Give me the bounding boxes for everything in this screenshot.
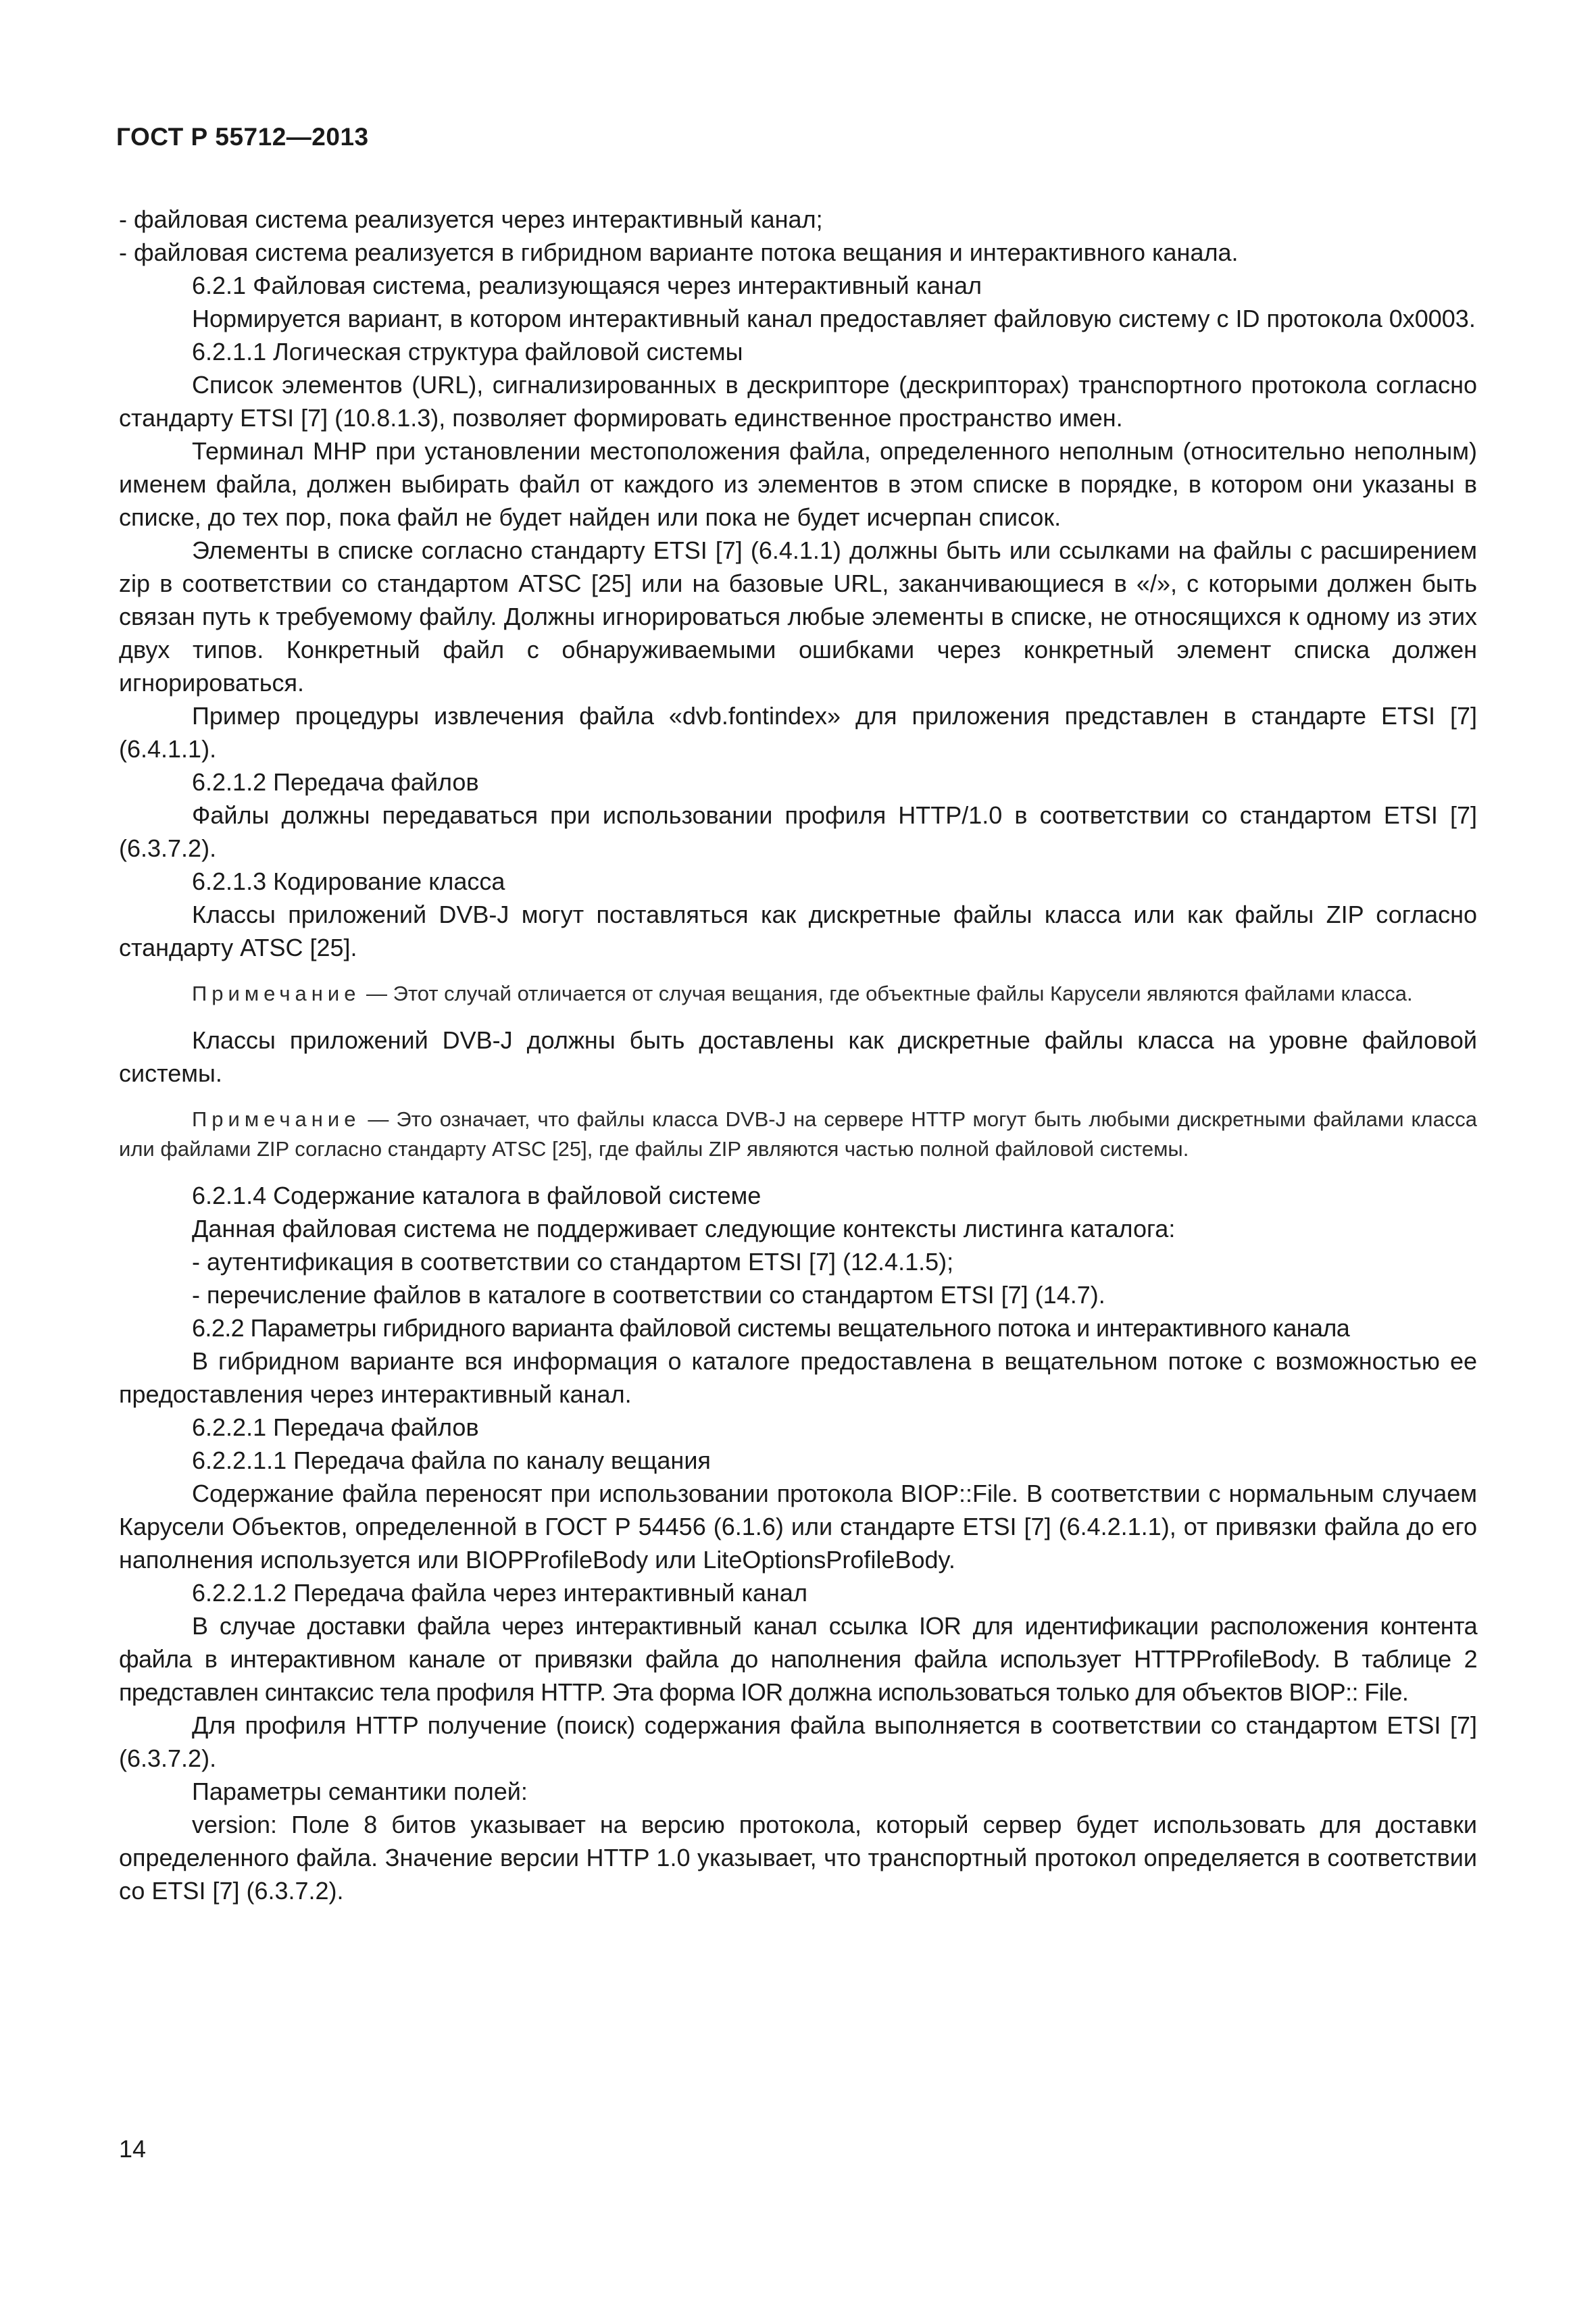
note-text: — Этот случай отличается от случая вещания, где объектные файлы Карусели являются файлами класса. [360,982,1413,1005]
paragraph: Данная файловая система не поддерживает следующие контексты листинга каталога: [192,1215,1176,1242]
paragraph: Для профиля HTTP получение (поиск) содержания файла выполняется в соответствии со стандартом ETSI [7] (6.3.7.2). [119,1711,1477,1772]
paragraph: 6.2.1.1 Логическая структура файловой системы [192,338,743,366]
paragraph: 6.2.1 Файловая система, реализующаяся через интерактивный канал [192,272,982,299]
paragraph: Элементы в списке согласно стандарту ETSI [7] (6.4.1.1) должны быть или ссылками на файлы с расширением zip в соответствии со стандартом ATSC [25] или на базовые URL, заканчивающиеся в «/», с которыми должен быть связан путь к требуемому файлу. Должны игнорироваться любые элементы в списке, не относящихся к одному из этих двух типов. Конкретный файл с обнаруживаемыми ошибками через конкретный элемент списка должен игнорироваться. [119,536,1477,697]
standard-header: ГОСТ Р 55712—2013 [116,123,369,151]
paragraph: version: Поле 8 битов указывает на версию протокола, который сервер будет использовать для доставки определенного файла. Значение версии HTTP 1.0 указывает, что транспортный протокол определяется в соответствии со ETSI [7] (6.3.7.2). [119,1811,1477,1905]
paragraph: 6.2.2.1 Передача файлов [192,1413,479,1441]
paragraph: - перечисление файлов в каталоге в соответствии со стандартом ETSI [7] (14.7). [192,1281,1105,1309]
paragraph: Список элементов (URL), сигнализированных в дескрипторе (дескрипторах) транспортного протокола согласно стандарту ETSI [7] (10.8.1.3), позволяет формировать единственное пространство имен. [119,371,1477,432]
paragraph: 6.2.2 Параметры гибридного варианта файловой системы вещательного потока и интерактивного канала [192,1314,1350,1342]
paragraph: 6.2.1.4 Содержание каталога в файловой системе [192,1182,762,1209]
note-label: Примечание [192,982,361,1005]
page-number: 14 [119,2135,147,2163]
paragraph: 6.2.1.3 Кодирование класса [192,867,505,895]
note-label: Примечание [192,1107,361,1131]
paragraph: - файловая система реализуется через интерактивный канал; [119,205,823,233]
paragraph: Параметры семантики полей: [192,1778,528,1805]
paragraph: Содержание файла переносят при использовании протокола BIOP::File. В соответствии с нормальным случаем Карусели Объектов, определенной в ГОСТ Р 54456 (6.1.6) или стандарте ETSI [7] (6.4.2.1.1), от привязки файла до его наполнения используется или BIOPProfileBody или LiteOptionsProfileBody. [119,1480,1477,1574]
paragraph: В гибридном варианте вся информация о каталоге предоставлена в вещательном потоке с возможностью ее предоставления через интерактивный канал. [119,1347,1477,1408]
paragraph: Классы приложений DVB-J могут поставляться как дискретные файлы класса или как файлы ZIP согласно стандарту ATSC [25]. [119,901,1477,961]
paragraph: Нормируется вариант, в котором интерактивный канал предоставляет файловую систему с ID протокола 0x0003. [192,305,1476,332]
paragraph: - аутентификация в соответствии со стандартом ETSI [7] (12.4.1.5); [192,1248,954,1276]
paragraph: 6.2.2.1.2 Передача файла через интерактивный канал [192,1579,807,1607]
paragraph: 6.2.2.1.1 Передача файла по каналу вещания [192,1447,711,1474]
page-body [119,203,1477,1907]
paragraph: Терминал MHP при установлении местоположения файла, определенного неполным (относительно неполным) именем файла, должен выбирать файл от каждого из элементов в этом списке в порядке, в котором они указаны в списке, до тех пор, пока файл не будет найден или пока не будет исчерпан список. [119,437,1477,531]
paragraph: В случае доставки файла через интерактивный канал ссылка IOR для идентификации расположения контента файла в интерактивном канале от привязки файла до наполнения файла использует HTTPProfileBody. В таблице 2 представлен синтаксис тела профиля HTTP. Эта форма IOR должна использоваться только для объектов BIOP:: File. [119,1612,1477,1706]
paragraph: Классы приложений DVB-J должны быть доставлены как дискретные файлы класса на уровне файловой системы. [119,1026,1477,1087]
paragraph: 6.2.1.2 Передача файлов [192,768,479,796]
note [119,979,1477,1009]
paragraph: Пример процедуры извлечения файла «dvb.fontindex» для приложения представлен в стандарте ETSI [7] (6.4.1.1). [119,702,1477,763]
note-text: — Это означает, что файлы класса DVB-J на сервере HTTP могут быть любыми дискретными файлами класса или файлами ZIP согласно стандарту ATSC [25], где файлы ZIP являются частью полной файловой системы. [119,1107,1477,1161]
paragraph: Файлы должны передаваться при использовании профиля HTTP/1.0 в соответствии со стандартом ETSI [7] (6.3.7.2). [119,801,1477,862]
note [119,1105,1477,1164]
paragraph: - файловая система реализуется в гибридном варианте потока вещания и интерактивного канала. [119,238,1239,266]
